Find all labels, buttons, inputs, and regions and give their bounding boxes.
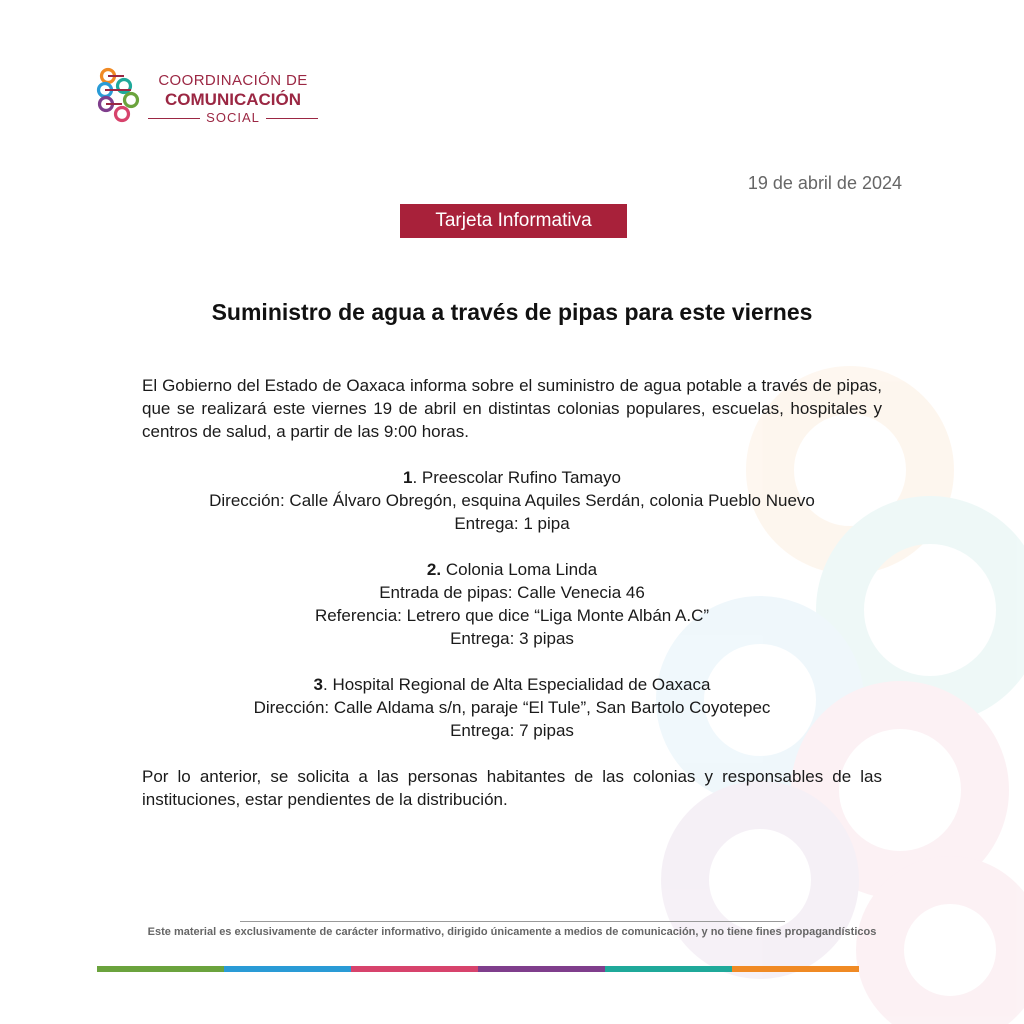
color-bar-segment — [351, 966, 478, 972]
color-bar-segment — [224, 966, 351, 972]
brand-color-bar — [97, 966, 859, 972]
item-line: Referencia: Letrero que dice “Liga Monte Albán A.C” — [314, 606, 710, 625]
organization-logo — [94, 66, 334, 130]
document-date: 19 de abril de 2024 — [747, 173, 902, 193]
item-title: . Hospital Regional de Alta Especialidad de Oaxaca — [323, 675, 711, 694]
item-line: Entrega: 1 pipa — [454, 514, 570, 533]
item-title: . Preescolar Rufino Tamayo — [412, 468, 621, 487]
logo-line-2: COMUNICACIÓN — [165, 90, 301, 109]
item-line: Dirección: Calle Álvaro Obregón, esquina Aquiles Serdán, colonia Pueblo Nuevo — [209, 491, 815, 510]
document-body — [142, 374, 882, 811]
intro-paragraph: El Gobierno del Estado de Oaxaca informa sobre el suministro de agua potable a través de pipas, que se realizará este viernes 19 de abril en distintas colonias populares, escuelas, hospitales y centros de salud, a partir de las 9:00 horas. — [142, 376, 882, 441]
item-line: Dirección: Calle Aldama s/n, paraje “El Tule”, San Bartolo Coyotepec — [253, 698, 771, 717]
closing-paragraph: Por lo anterior, se solicita a las personas habitantes de las colonias y responsables de las instituciones, estar pendientes de la distribución. — [142, 767, 882, 809]
item-heading — [142, 466, 882, 489]
item-number: 1 — [403, 468, 413, 487]
logo-knot-icon — [94, 66, 142, 128]
color-bar-segment — [605, 966, 732, 972]
document-type-badge: Tarjeta Informativa — [400, 204, 627, 238]
color-bar-segment — [478, 966, 605, 972]
logo-line-3: SOCIAL — [148, 110, 318, 126]
item-number: 2. — [426, 560, 442, 579]
item-line: Entrega: 7 pipas — [450, 721, 574, 740]
list-item — [142, 558, 882, 650]
item-heading — [142, 673, 882, 696]
item-heading — [142, 558, 882, 581]
footer-divider — [240, 921, 785, 922]
logo-line-1: COORDINACIÓN DE — [158, 72, 308, 89]
color-bar-segment — [97, 966, 224, 972]
item-title: Colonia Loma Linda — [441, 560, 598, 579]
footer-disclaimer: Este material es exclusivamente de carácter informativo, dirigido únicamente a medios de comunicación, y no tiene fines propagandísticos — [147, 926, 877, 938]
page-title: Suministro de agua a través de pipas para este viernes — [211, 299, 813, 325]
color-bar-segment — [732, 966, 859, 972]
item-line: Entrega: 3 pipas — [450, 629, 574, 648]
item-line: Entrada de pipas: Calle Venecia 46 — [379, 583, 645, 602]
item-number: 3 — [313, 675, 323, 694]
list-item — [142, 466, 882, 535]
list-item — [142, 673, 882, 742]
